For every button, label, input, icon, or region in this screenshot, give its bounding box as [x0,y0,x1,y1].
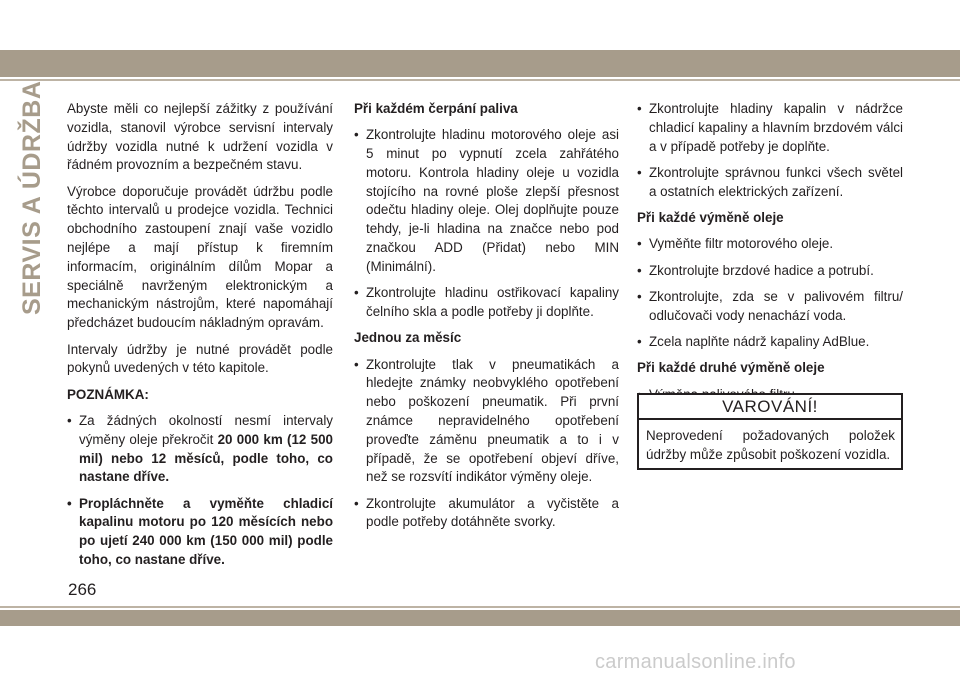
bullet-marker: • [637,288,642,304]
bullet-marker: • [354,356,359,372]
footer-band [0,610,960,626]
bullet-marker: • [637,164,642,180]
bullet-marker: • [637,236,642,252]
list-item [637,235,903,254]
list-item-text: Vyměňte filtr motorového oleje. [649,236,834,252]
header-rule [0,79,960,81]
list-item-text: Zkontrolujte hladiny kapalin v nádržce chladicí kapaliny a hlavním brzdovém válci a v případě potřeby je doplňte. [649,101,903,154]
note-heading: POZNÁMKA: [67,386,149,402]
warning-title: VAROVÁNÍ! [639,395,901,420]
list-item [637,100,903,156]
note-item-2 [67,495,333,570]
bullet-marker: • [67,412,72,428]
list-item [637,262,903,281]
list-item [354,356,619,488]
header-band [0,50,960,77]
intro-paragraph-2: Výrobce doporučuje provádět údržbu podle těchto intervalů u prodejce vozidla. Technici obchodního zastoupení znají vaše vozidlo nejlépe a mají přístup k firemním informacím, originálním dílům Mopar a speciálně navrženým elektronickým a mechanickým nástrojům, které napomáhají předcházet budoucím nákladným opravám. [67,183,333,331]
list-item-text: Zcela naplňte nádrž kapaliny AdBlue. [649,333,870,349]
list-item-text: Zkontrolujte hladinu motorového oleje asi 5 minut po vypnutí zcela zahřátého motoru. Kontrola hladiny oleje u vozidla stojícího na rovné ploše zlepší přesnost odečtu hladiny oleje. Olej doplňujte pouze tehdy, je-li hladina na značce nebo pod značkou ADD (Přidat) nebo MIN (Minimální). [366,127,619,274]
bullet-marker: • [354,127,359,143]
bullet-marker: • [354,285,359,301]
list-item [637,288,903,326]
note-item-2-text: Propláchněte a vyměňte chladicí kapalinu motoru po 120 měsících nebo po ujetí 240 000 km (150 000 mil) podle toho, co nastane dříve. [79,495,333,568]
warning-body: Neprovedení požadovaných položek údržby může způsobit poškození vozidla. [646,428,895,462]
section-heading-refuel: Při každém čerpání paliva [354,101,518,116]
list-item [637,164,903,202]
list-item-text: Zkontrolujte správnou funkci všech světel a ostatních elektrických zařízení. [649,164,903,199]
list-item [354,284,619,322]
bullet-marker: • [637,333,642,349]
list-item-text: Zkontrolujte, zda se v palivovém filtru/ odlučovači vody nenachází voda. [649,288,903,323]
note-item-1 [67,412,333,487]
note-item-1-text: Za žádných okolností nesmí intervaly výměny oleje překročit [79,412,333,447]
column-1 [67,100,333,577]
list-item-text: Zkontrolujte hladinu ostřikovací kapaliny čelního skla a podle potřeby ji doplňte. [366,285,619,319]
list-item [354,126,619,276]
section-heading-monthly: Jednou za měsíc [354,330,462,346]
intro-paragraph-1: Abyste měli co nejlepší zážitky z používání vozidla, stanovil výrobce servisní intervaly údržby vozidla nutné k udržení vozidla v řádném provozním a bezpečném stavu. [67,101,333,173]
bullet-marker: • [354,495,359,511]
section-heading-oil-change: Při každé výměně oleje [637,209,784,225]
list-item-text: Zkontrolujte tlak v pneumatikách a hledejte známky neobvyklého opotřebení nebo poškození pneumatik. Při první známce nepravidelného opotřebení proveďte záměnu pneumatik a to i v případě, že se opotřebení objeví dříve, než se rozsvítí indikátor výměny oleje. [366,356,619,485]
list-item-text: Zkontrolujte akumulátor a vyčistěte a podle potřeby dotáhněte svorky. [366,495,619,530]
note-item-1-bold: 20 000 km (12 500 mil) nebo 12 měsíců, podle toho, co nastane dříve. [79,431,333,485]
bullet-marker: • [637,101,642,116]
list-item [637,333,903,352]
page-number: 266 [68,580,97,599]
column-3 [637,100,903,412]
column-2 [354,100,619,540]
bullet-marker: • [67,495,72,511]
bullet-marker: • [637,262,642,278]
list-item-text: Zkontrolujte brzdové hadice a potrubí. [649,262,874,278]
footer-rule [0,606,960,608]
watermark-text: carmanualsonline.info [595,651,796,673]
section-heading-second-oil-change: Při každé druhé výměně oleje [637,360,825,376]
list-item [354,495,619,533]
chapter-side-label: SERVIS A ÚDRŽBA [18,80,46,315]
warning-box [637,393,903,470]
intro-paragraph-3: Intervaly údržby je nutné provádět podle pokynů uvedených v této kapitole. [67,341,333,376]
